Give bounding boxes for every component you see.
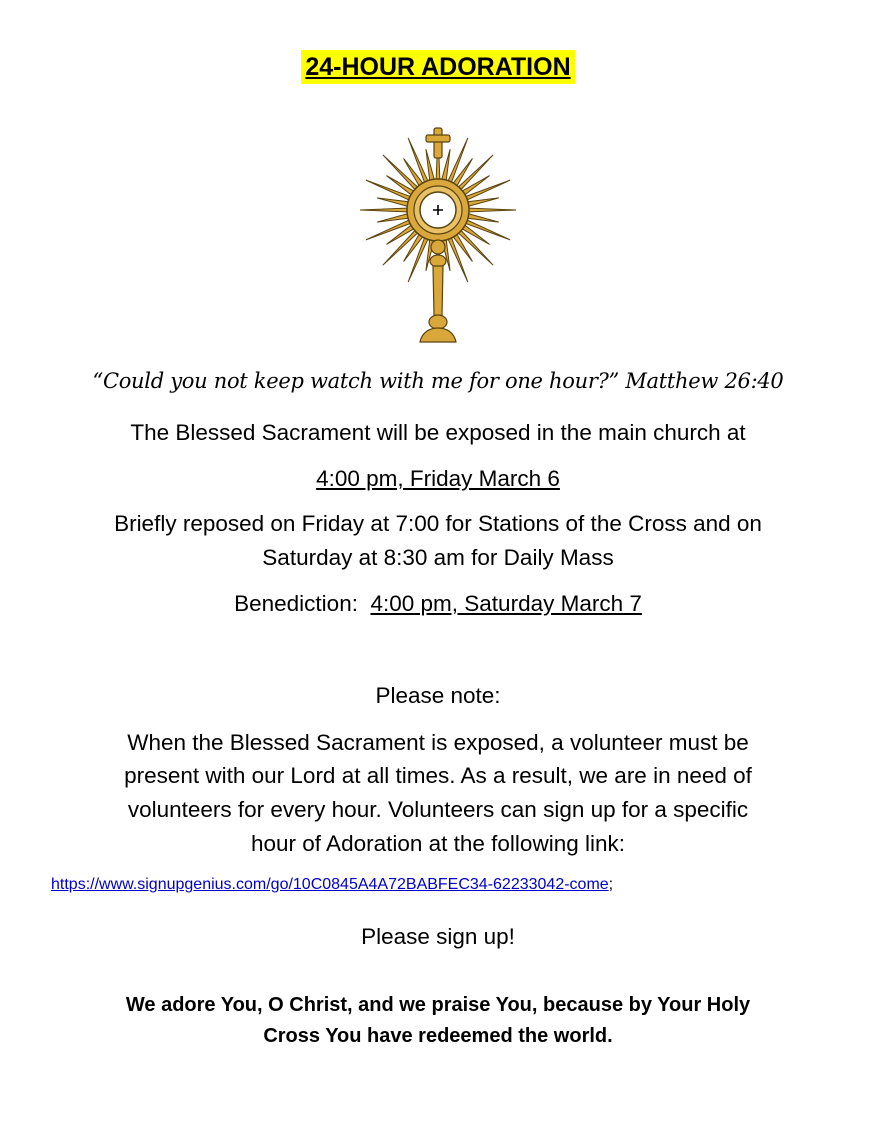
benediction-line xyxy=(0,587,876,621)
closing-line-1: We adore You, O Christ, and we praise You, because by Your Holy xyxy=(125,994,751,1016)
exposed-text: The Blessed Sacrament will be exposed in the main church at xyxy=(130,420,746,445)
reposed-line-2: Saturday at 8:30 am for Daily Mass xyxy=(262,545,614,570)
note-heading: Please note: xyxy=(375,683,501,708)
signup-link-line xyxy=(51,873,613,897)
note-line-2: present with our Lord at all times. As a result, we are in need of xyxy=(124,763,752,788)
note-line-4: hour of Adoration at the following link: xyxy=(251,831,625,856)
signup-call: Please sign up! xyxy=(361,924,515,949)
reposed-line-1: Briefly reposed on Friday at 7:00 for Stations of the Cross and on xyxy=(114,511,762,536)
signup-link[interactable]: https://www.signupgenius.com/go/10C0845A4A72BABFEC34-62233042-come xyxy=(51,876,609,893)
note-line-1: When the Blessed Sacrament is exposed, a volunteer must be xyxy=(127,730,749,755)
closing-prayer xyxy=(0,990,876,1052)
benediction-time: 4:00 pm, Saturday March 7 xyxy=(370,591,642,616)
page-title: 24-HOUR ADORATION xyxy=(301,50,574,84)
scripture-quote: “Could you not keep watch with me for one hour?” Matthew 26:40 xyxy=(92,369,784,393)
note-line-3: volunteers for every hour. Volunteers can sign up for a specific xyxy=(127,797,749,822)
closing-line-2: Cross You have redeemed the world. xyxy=(263,1025,613,1047)
exposed-time: 4:00 pm, Friday March 6 xyxy=(316,466,560,491)
link-suffix: ; xyxy=(608,876,614,893)
title-wrap xyxy=(0,50,876,84)
exposed-time-line xyxy=(0,462,876,496)
benediction-label: Benediction: xyxy=(234,591,358,616)
monstrance-icon xyxy=(356,126,520,348)
